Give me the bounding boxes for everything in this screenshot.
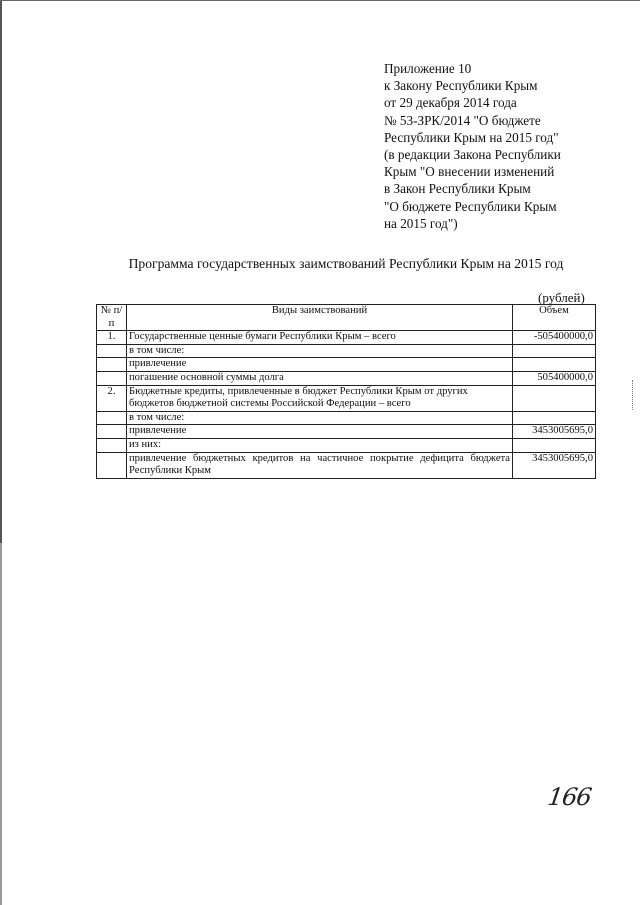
row-kind: привлечение xyxy=(127,358,513,372)
table-row xyxy=(97,452,596,478)
row-volume xyxy=(513,438,596,452)
table-row xyxy=(97,411,596,425)
row-kind: привлечение бюджетных кредитов на частичное покрытие дефицита бюджета Республики Крым xyxy=(127,452,513,478)
row-number xyxy=(97,344,127,358)
row-volume xyxy=(513,411,596,425)
approval-line: (в редакции Закона Республики xyxy=(384,147,561,163)
header-volume: Объем xyxy=(513,305,596,331)
approval-line: № 53-ЗРК/2014 "О бюджете xyxy=(384,112,541,128)
row-volume xyxy=(513,358,596,372)
row-kind: погашение основной суммы долга xyxy=(127,371,513,385)
row-number xyxy=(97,371,127,385)
row-volume: 3453005695,0 xyxy=(513,452,596,478)
table-row xyxy=(97,438,596,452)
table-row xyxy=(97,371,596,385)
approval-line: к Закону Республики Крым xyxy=(384,78,538,94)
approval-line: от 29 декабря 2014 года xyxy=(384,95,517,111)
approval-line: "О бюджете Республики Крым xyxy=(384,198,557,214)
row-kind: Бюджетные кредиты, привлеченные в бюджет Республики Крым от других бюджетов бюджетной системы Российской Федерации – всего xyxy=(127,385,513,411)
row-number xyxy=(97,411,127,425)
row-number xyxy=(97,358,127,372)
scan-edge-left xyxy=(0,0,2,905)
header-number: № п/п xyxy=(97,305,127,331)
row-number xyxy=(97,452,127,478)
borrowing-table xyxy=(96,304,596,479)
row-kind: из них: xyxy=(127,438,513,452)
approval-line: Республики Крым на 2015 год" xyxy=(384,129,559,145)
row-volume xyxy=(513,385,596,411)
table-row xyxy=(97,344,596,358)
row-number xyxy=(97,425,127,439)
table-header-row xyxy=(97,305,596,331)
table-row xyxy=(97,331,596,345)
approval-line: на 2015 год") xyxy=(384,215,458,231)
row-volume: 505400000,0 xyxy=(513,371,596,385)
scan-edge-top xyxy=(0,0,640,1)
row-volume xyxy=(513,344,596,358)
row-kind: Государственные ценные бумаги Республики Крым – всего xyxy=(127,331,513,345)
row-kind: привлечение xyxy=(127,425,513,439)
scan-mark-right xyxy=(632,380,634,410)
approval-line: в Закон Республики Крым xyxy=(384,181,531,197)
approval-line: Приложение 10 xyxy=(384,61,472,76)
document-title: Программа государственных заимствований Республики Крым на 2015 год xyxy=(128,256,564,271)
header-kind: Виды заимствований xyxy=(127,305,513,331)
row-volume: 3453005695,0 xyxy=(513,425,596,439)
table-row xyxy=(97,358,596,372)
row-number xyxy=(97,438,127,452)
table-row xyxy=(97,425,596,439)
row-number: 2. xyxy=(97,385,127,411)
approval-block xyxy=(384,60,624,232)
units-label: (рублей) xyxy=(538,290,585,305)
row-kind: в том числе: xyxy=(127,411,513,425)
row-kind: в том числе: xyxy=(127,344,513,358)
row-number: 1. xyxy=(97,331,127,345)
handwritten-page-number: 166 xyxy=(546,783,593,811)
row-volume: -505400000,0 xyxy=(513,331,596,345)
approval-line: Крым "О внесении изменений xyxy=(384,164,555,180)
table-row xyxy=(97,385,596,411)
